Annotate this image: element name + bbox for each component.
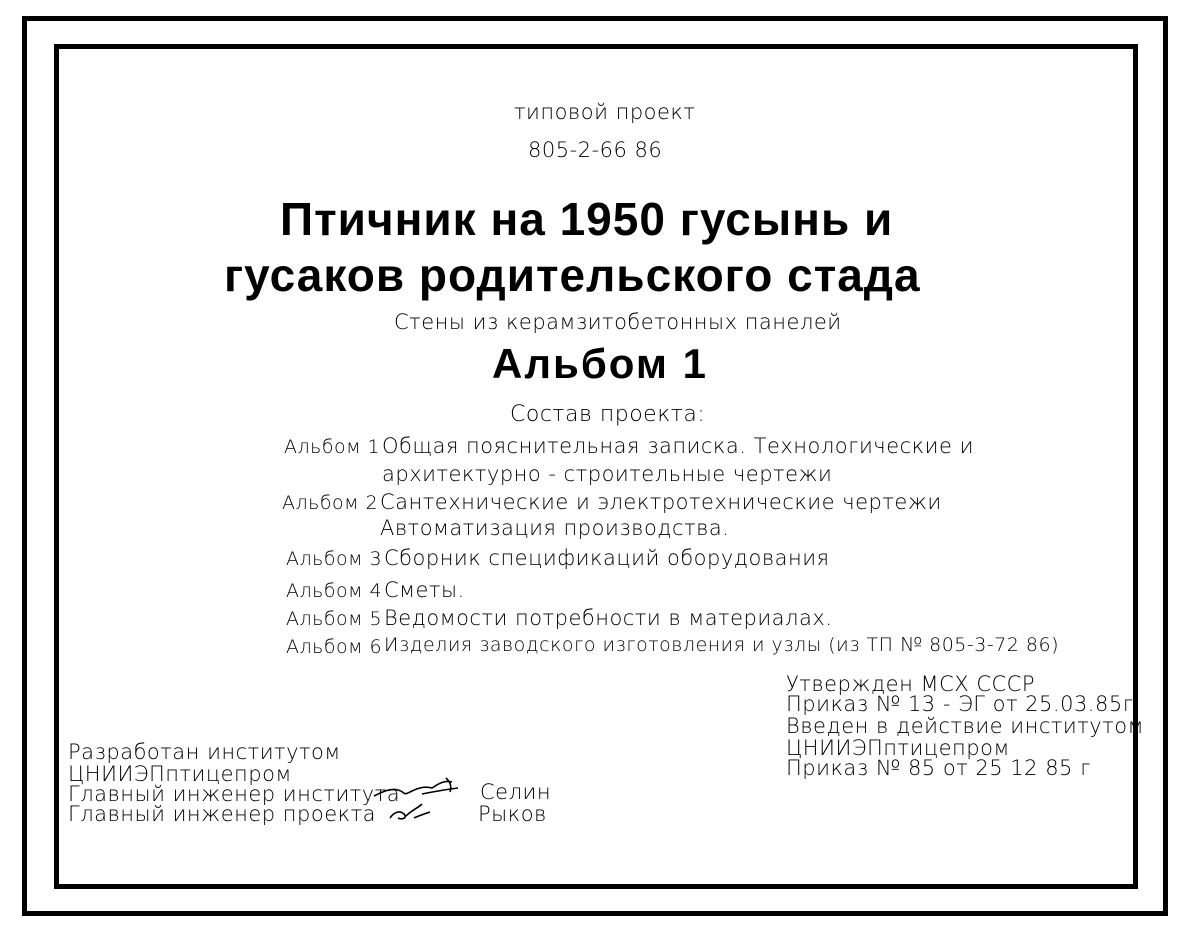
album-line: Сантехнические и электротехнические чертежи — [380, 490, 942, 514]
signature-chief-project — [386, 800, 436, 824]
signature-chief-institute — [372, 774, 462, 802]
album-label: Альбом 2 — [282, 492, 379, 514]
project-number: 805-2-66 86 — [528, 138, 663, 162]
album-line: Сборник спецификаций оборудования — [384, 546, 830, 570]
album-title: Альбом 1 — [492, 340, 708, 387]
contents-heading: Состав проекта: — [510, 402, 706, 427]
title-line-1: Птичник на 1950 гусынь и — [280, 193, 894, 245]
album-label: Альбом 1 — [284, 436, 381, 458]
approval-line: Приказ № 13 - ЭГ от 25.03.85г — [786, 692, 1134, 716]
chief-project-name: Рыков — [478, 802, 547, 826]
title-line-2: гусаков родительского стада — [224, 249, 921, 301]
developer-line: ЦНИИЭПптицепром — [68, 762, 292, 786]
album-line: архитектурно - строительные чертежи — [382, 462, 833, 486]
developer-line: Разработан институтом — [68, 740, 341, 764]
album-line: Общая пояснительная записка. Технологические и — [382, 434, 974, 458]
approval-line: Утвержден МСХ СССР — [786, 672, 1035, 696]
album-label: Альбом 3 — [286, 548, 383, 570]
album-line: Изделия заводского изготовления и узлы (из ТП № 805-3-72 86) — [384, 634, 1059, 656]
approval-line: ЦНИИЭПптицепром — [786, 736, 1010, 760]
album-label: Альбом 6 — [286, 636, 383, 658]
album-label: Альбом 5 — [286, 608, 383, 630]
album-line: Ведомости потребности в материалах. — [384, 606, 833, 630]
approval-line: Приказ № 85 от 25 12 85 г — [786, 756, 1091, 780]
album-line: Сметы. — [384, 578, 465, 602]
chief-project-label: Главный инженер проекта — [68, 802, 377, 826]
album-label: Альбом 4 — [286, 580, 383, 602]
approval-line: Введен в действие институтом — [786, 714, 1144, 738]
chief-institute-name: Селин — [480, 780, 552, 804]
album-line: Автоматизация производства. — [380, 516, 730, 540]
project-type-label: типовой проект — [514, 100, 696, 124]
subtitle: Стены из керамзитобетонных панелей — [394, 310, 842, 334]
chief-institute-label: Главный инженер института — [68, 782, 401, 806]
